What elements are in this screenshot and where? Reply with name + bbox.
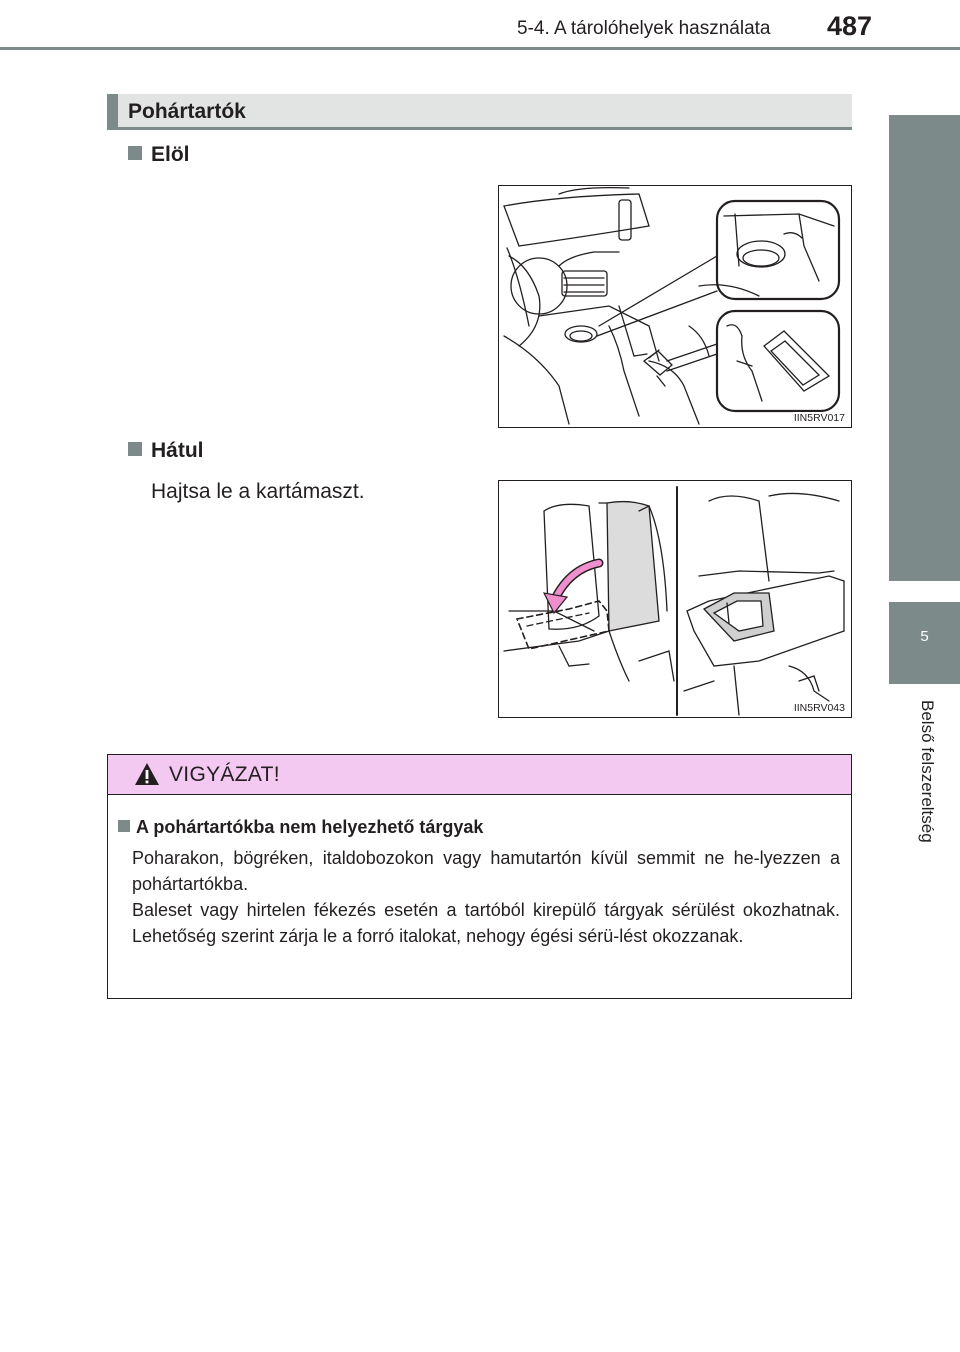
section-title: 5-4. A tárolóhelyek használata bbox=[517, 18, 771, 39]
warning-triangle-icon bbox=[134, 762, 160, 786]
section-heading: Pohártartók bbox=[128, 100, 246, 123]
front-subheading bbox=[128, 143, 190, 167]
warning-title: VIGYÁZAT! bbox=[169, 763, 280, 786]
chapter-title-container bbox=[889, 700, 960, 880]
front-subheading-text: Elöl bbox=[151, 143, 190, 166]
front-cupholder-illustration bbox=[498, 185, 852, 428]
header-rule bbox=[0, 47, 960, 50]
section-heading-accent bbox=[107, 94, 118, 130]
warning-header bbox=[108, 755, 851, 795]
square-bullet-icon bbox=[118, 820, 130, 832]
rear-subheading-text: Hátul bbox=[151, 439, 204, 462]
chapter-title: Belső felszereltség bbox=[917, 700, 937, 843]
square-bullet-icon bbox=[128, 146, 142, 160]
rear-subheading bbox=[128, 439, 204, 463]
front-figure-code: IIN5RV017 bbox=[793, 412, 845, 424]
rear-instruction: Hajtsa le a kartámaszt. bbox=[151, 480, 365, 503]
page-number: 487 bbox=[827, 11, 873, 41]
warning-body bbox=[132, 845, 840, 949]
rear-seat-drawing bbox=[499, 481, 852, 718]
chapter-number: 5 bbox=[920, 628, 929, 645]
warning-paragraph-2: Baleset vagy hirtelen fékezés esetén a tartóból kirepülő tárgyak sérülést okozhatnak. Lehetőség szerint zárja le a forró italokat, nehogy égési sérü-lést okozzanak. bbox=[132, 900, 840, 946]
rear-armrest-illustration bbox=[498, 480, 852, 718]
square-bullet-icon bbox=[128, 442, 142, 456]
rear-figure-code: IIN5RV043 bbox=[793, 702, 845, 714]
warning-subheading-text: A pohártartókba nem helyezhető tárgyak bbox=[136, 817, 484, 837]
warning-paragraph-1: Poharakon, bögréken, italdobozokon vagy hamutartón kívül semmit ne he-lyezzen a pohártartókba. bbox=[132, 848, 840, 894]
warning-box bbox=[107, 754, 852, 999]
warning-subheading bbox=[118, 817, 483, 838]
front-console-drawing bbox=[499, 186, 852, 428]
side-tab-band bbox=[889, 115, 960, 581]
